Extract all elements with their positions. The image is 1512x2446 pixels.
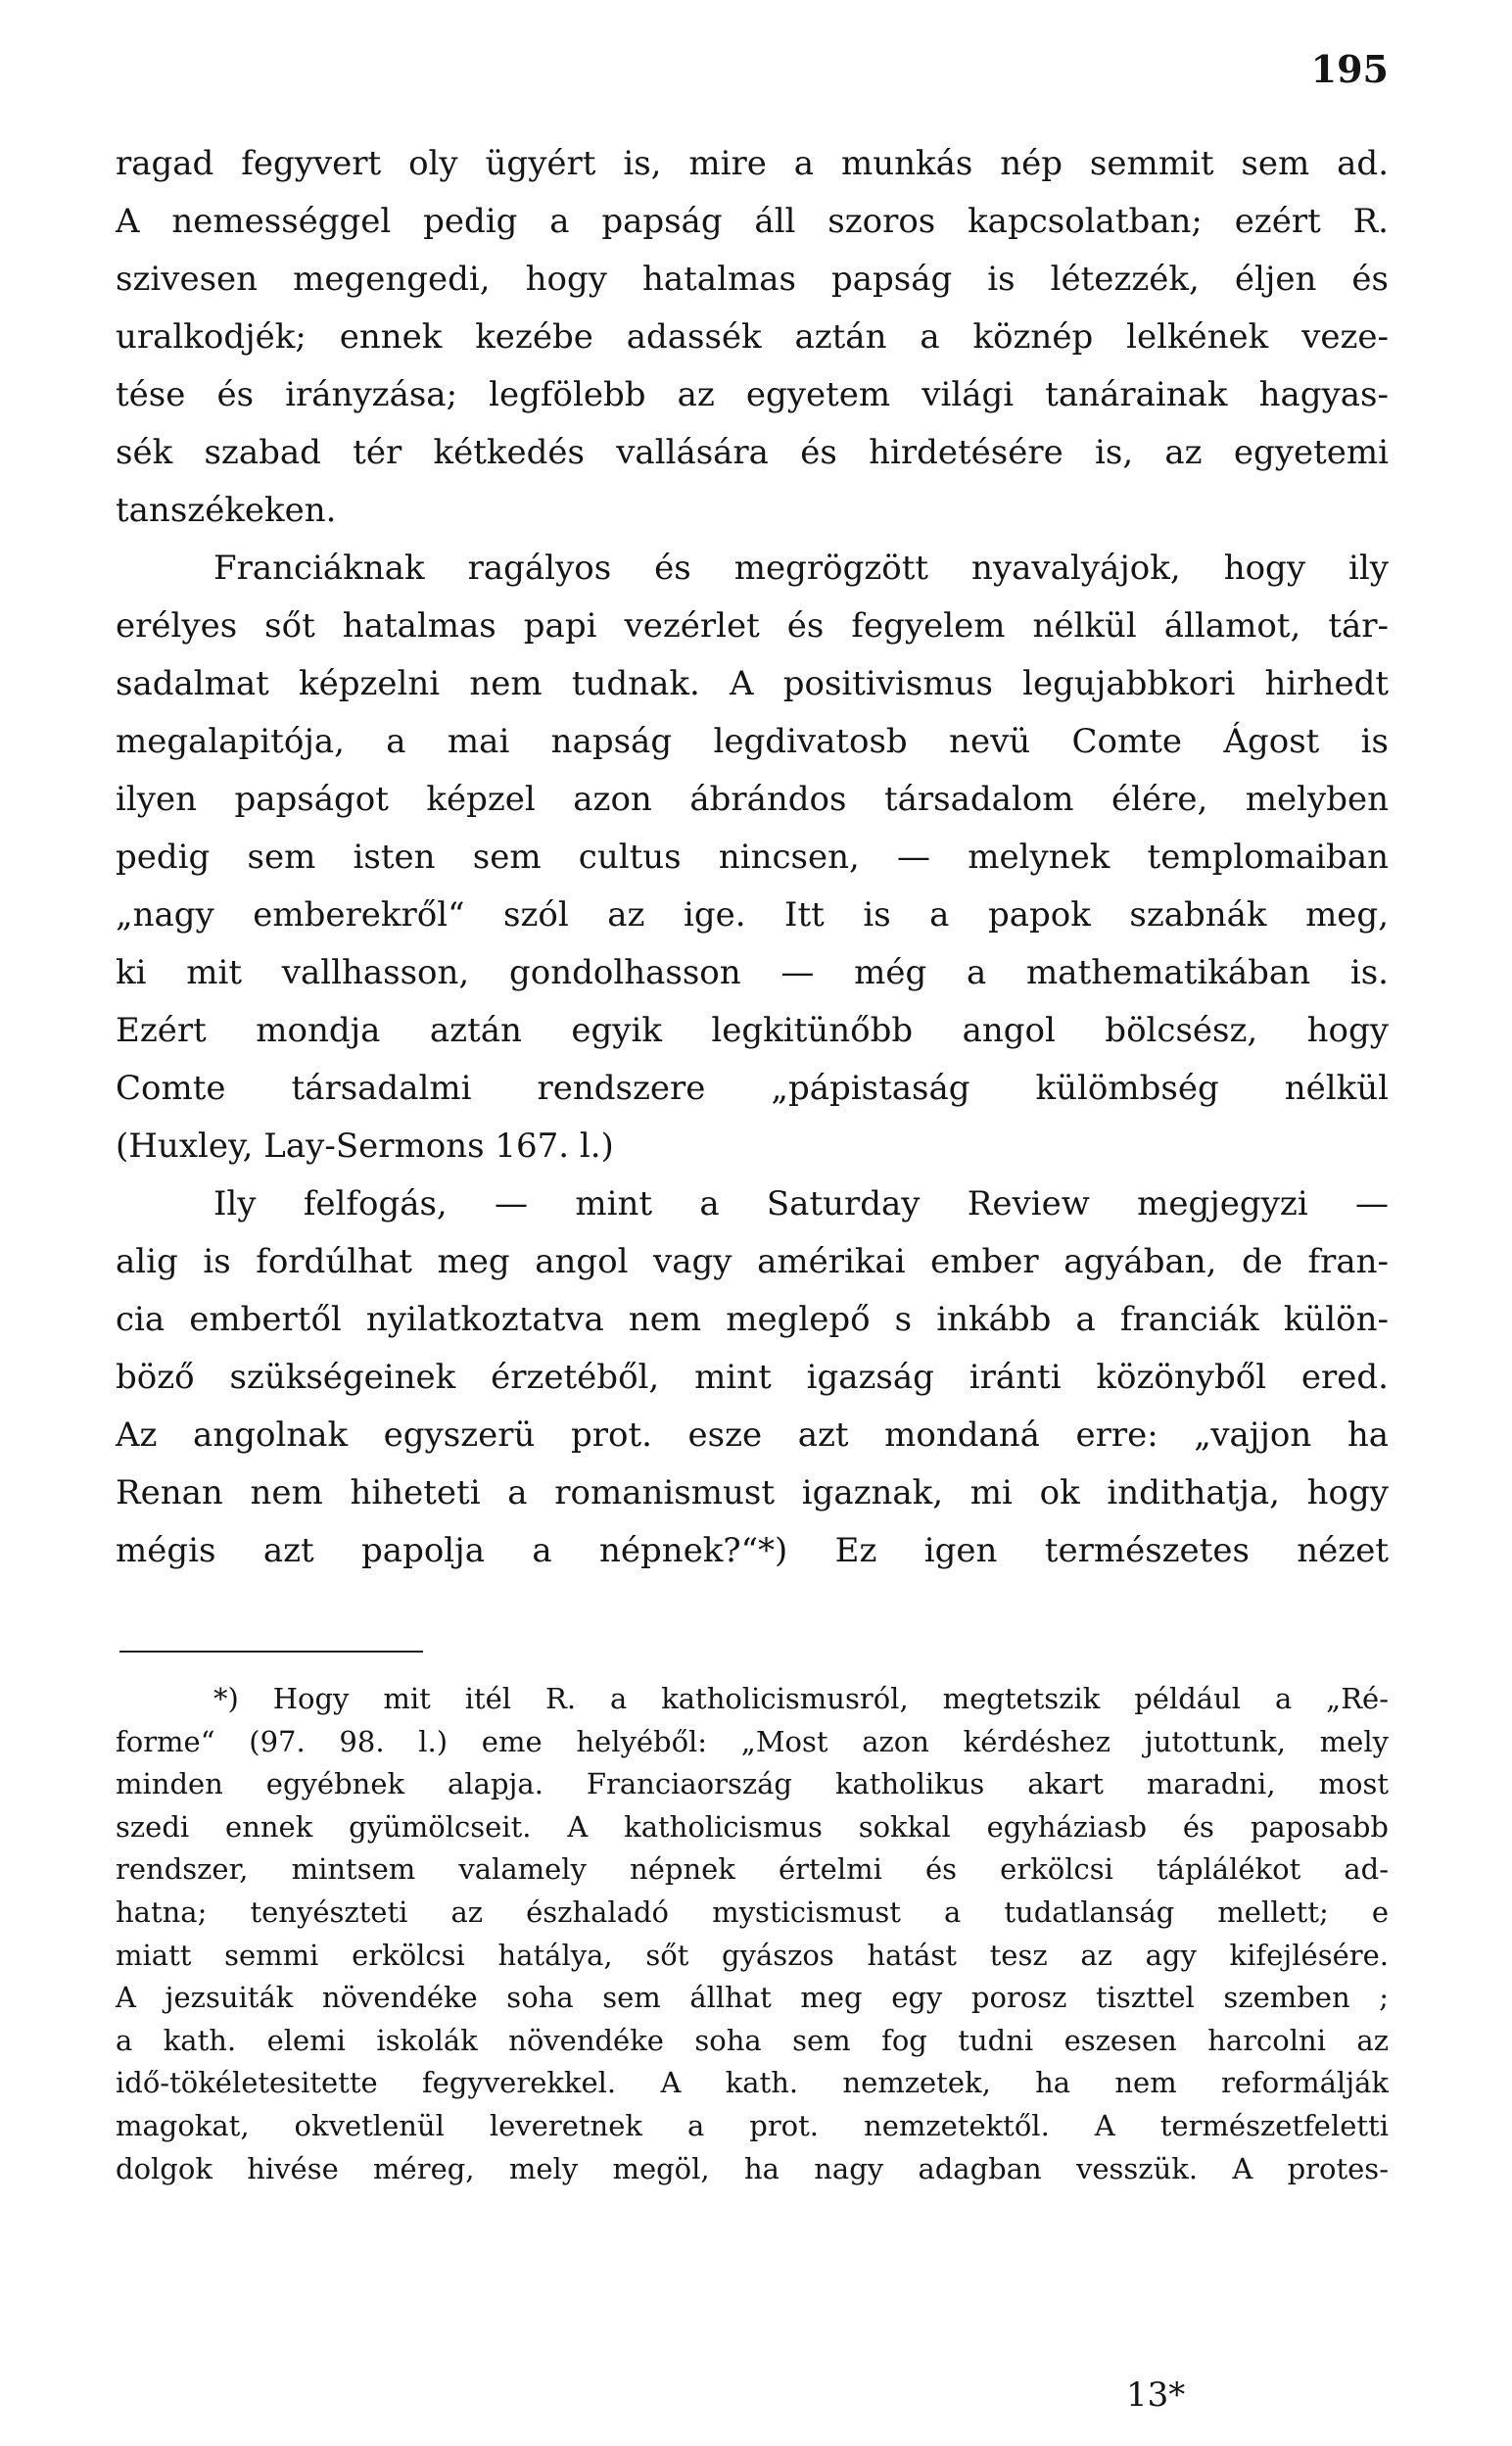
text-line: Ily felfogás, — mint a Saturday Review megjegyzi — [213,1184,1389,1223]
text-line: (Huxley, Lay-Sermons 167. l.) [116,1127,614,1166]
text-line: A nemességgel pedig a papság áll szoros kapcsolatban; ezért R. [116,202,1389,241]
text-line: erélyes sőt hatalmas papi vezérlet és fegyelem nélkül államot, tár- [116,606,1389,646]
text-line: alig is fordúlhat meg angol vagy amérikai ember agyában, de fran- [116,1242,1389,1281]
main-text [116,135,1389,1580]
footnote-line: magokat, okvetlenül leveretnek a prot. nemzetektől. A természetfeletti [116,2108,1389,2142]
footnote-line: rendszer, mintsem valamely népnek értelmi és erkölcsi táplálékot ad- [116,1852,1389,1887]
footnote-line: minden egyébnek alapja. Franciaország katholikus akart maradni, most [116,1767,1389,1801]
text-line: megalapitója, a mai napság legdivatosb nevü Comte Ágost is [116,722,1389,761]
text-line: pedig sem isten sem cultus nincsen, — melynek templomaiban [116,838,1389,877]
text-line: uralkodjék; ennek kezébe adassék aztán a köznép lelkének veze- [116,317,1389,357]
footnote-line: szedi ennek gyümölcseit. A katholicismus sokkal egyháziasb és paposabb [116,1809,1389,1844]
footnote-line: forme“ (97. 98. l.) eme helyéből: „Most azon kérdéshez jutottunk, mely [116,1724,1389,1758]
text-line: sék szabad tér kétkedés vallására és hirdetésére is, az egyetemi [116,433,1389,472]
page-number: 195 [1310,47,1389,91]
footnote-line: A jezsuiták növendéke soha sem állhat meg egy porosz tiszttel szemben ; [116,1981,1389,2015]
footnote [116,1678,1389,2190]
text-line: tése és irányzása; legfölebb az egyetem világi tanárainak hagyas- [116,375,1389,414]
text-line: tanszékeken. [116,491,337,530]
text-line: böző szükségeinek érzetéből, mint igazság iránti közönyből ered. [116,1358,1389,1397]
footnote-line: a kath. elemi iskolák növendéke soha sem fog tudni eszesen harcolni az [116,2023,1389,2057]
text-line: ilyen papságot képzel azon ábrándos társadalom élére, melyben [116,780,1389,819]
footnote-divider [119,1651,423,1653]
text-line: „nagy emberekről“ szól az ige. Itt is a papok szabnák meg, [116,895,1389,935]
footnote-line: dolgok hivése méreg, mely megöl, ha nagy adagban vesszük. A protes- [116,2151,1389,2185]
text-line: szivesen megengedi, hogy hatalmas papság is létezzék, éljen és [116,260,1389,299]
text-line: Ezért mondja aztán egyik legkitünőbb angol bölcsész, hogy [116,1011,1389,1050]
text-line: Az angolnak egyszerü prot. esze azt mondaná erre: „vajjon ha [116,1415,1389,1455]
text-line: Renan nem hiheteti a romanismust igaznak, mi ok indithatja, hogy [116,1473,1389,1512]
text-line: mégis azt papolja a népnek?“*) Ez igen természetes nézet [116,1531,1389,1570]
text-line: Franciáknak ragályos és megrögzött nyavalyájok, hogy ily [213,549,1389,588]
text-line: Comte társadalmi rendszere „pápistaság külömbség nélkül [116,1069,1389,1108]
text-line: sadalmat képzelni nem tudnak. A positivismus legujabbkori hirhedt [116,664,1389,703]
text-line: ragad fegyvert oly ügyért is, mire a munkás nép semmit sem ad. [116,144,1389,183]
footnote-line: *) Hogy mit itél R. a katholicismusról, megtetszik például a „Ré- [213,1682,1389,1715]
footnote-line: idő-tökéletesitette fegyverekkel. A kath. nemzetek, ha nem reformálják [116,2066,1389,2100]
footnote-line: miatt semmi erkölcsi hatálya, sőt gyászos hatást tesz az agy kifejlésére. [116,1938,1389,1972]
text-line: cia embertől nyilatkoztatva nem meglepő s inkább a franciák külön- [116,1300,1389,1339]
signature-mark: 13* [1126,2375,1186,2415]
text-line: ki mit vallhasson, gondolhasson — még a mathematikában is. [116,953,1389,992]
footnote-line: hatna; tenyészteti az észhaladó mysticismust a tudatlanság mellett; e [116,1894,1389,1929]
